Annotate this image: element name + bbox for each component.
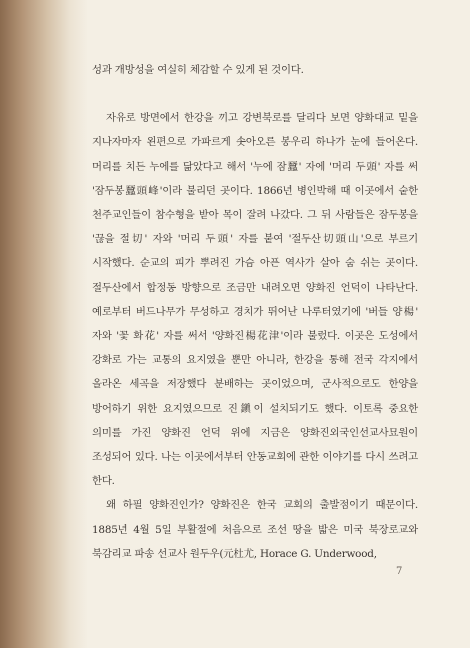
- book-spine-shadow: [0, 0, 88, 648]
- paragraph-why-yanghwajin: 왜 하필 양화진인가? 양화진은 한국 교회의 출발점이기 때문이다. 1885년 4월 5일 부활절에 처음으로 조선 땅을 밟은 미국 북장로교와 북감리교 파송 선교사 원두우(元杜尤, Horace G. Underwood,: [92, 499, 418, 560]
- paragraph-gap: [92, 82, 418, 106]
- page-number: 7: [396, 566, 403, 577]
- paragraph-yanghwajin-history: 자유로 방면에서 한강을 끼고 강변북로를 달리다 보면 양화대교 밑을 지나자마자 왼편으로 가파르게 솟아오른 봉우리 하나가 눈에 들어온다. 머리를 치든 누에를 닮았다고 해서 '누에 잠蠶' 자에 '머리 두頭' 자를 써 '잠두봉蠶頭峰'이라 불리던 곳이다. 1866년 병인박해 때 이곳에서 숱한 천주교인들이 참수형을 받아 목이 잘려 나갔다. 그 뒤 사람들은 잠두봉을 '끊을 절切' 자와 '머리 두頭' 자를 붙여 '절두산切頭山'으로 부르기 시작했다. 순교의 피가 뿌려진 가슴 아픈 역사가 살아 숨 쉬는 곳이다. 절두산에서 합정동 방향으로 조금만 내려오면 양화진 언덕이 나타난다. 예로부터 버드나무가 무성하고 경치가 뛰어난 나루터였기에 '버들 양楊' 자와 '꽃 화花' 자를 써서 '양화진楊花津'이라 불렀다. 이곳은 도성에서 강화로 가는 교통의 요지였을 뿐만 아니라, 한강을 통해 전국 각지에서 올라온 세곡을 저장했다 분배하는 곳이었으며, 군사적으로도 한양을 방어하기 위한 요지였으므로 진鎭이 설치되기도 했다. 이토록 중요한 의미를 가진 양화진 언덕 위에 지금은 양화진외국인선교사묘원이 조성되어 있다. 나는 이곳에서부터 안동교회에 관한 이야기를 다시 쓰려고 한다.: [92, 112, 418, 488]
- carryover-paragraph: 성과 개방성을 여실히 체감할 수 있게 된 것이다.: [92, 64, 304, 76]
- page-body: [92, 58, 418, 566]
